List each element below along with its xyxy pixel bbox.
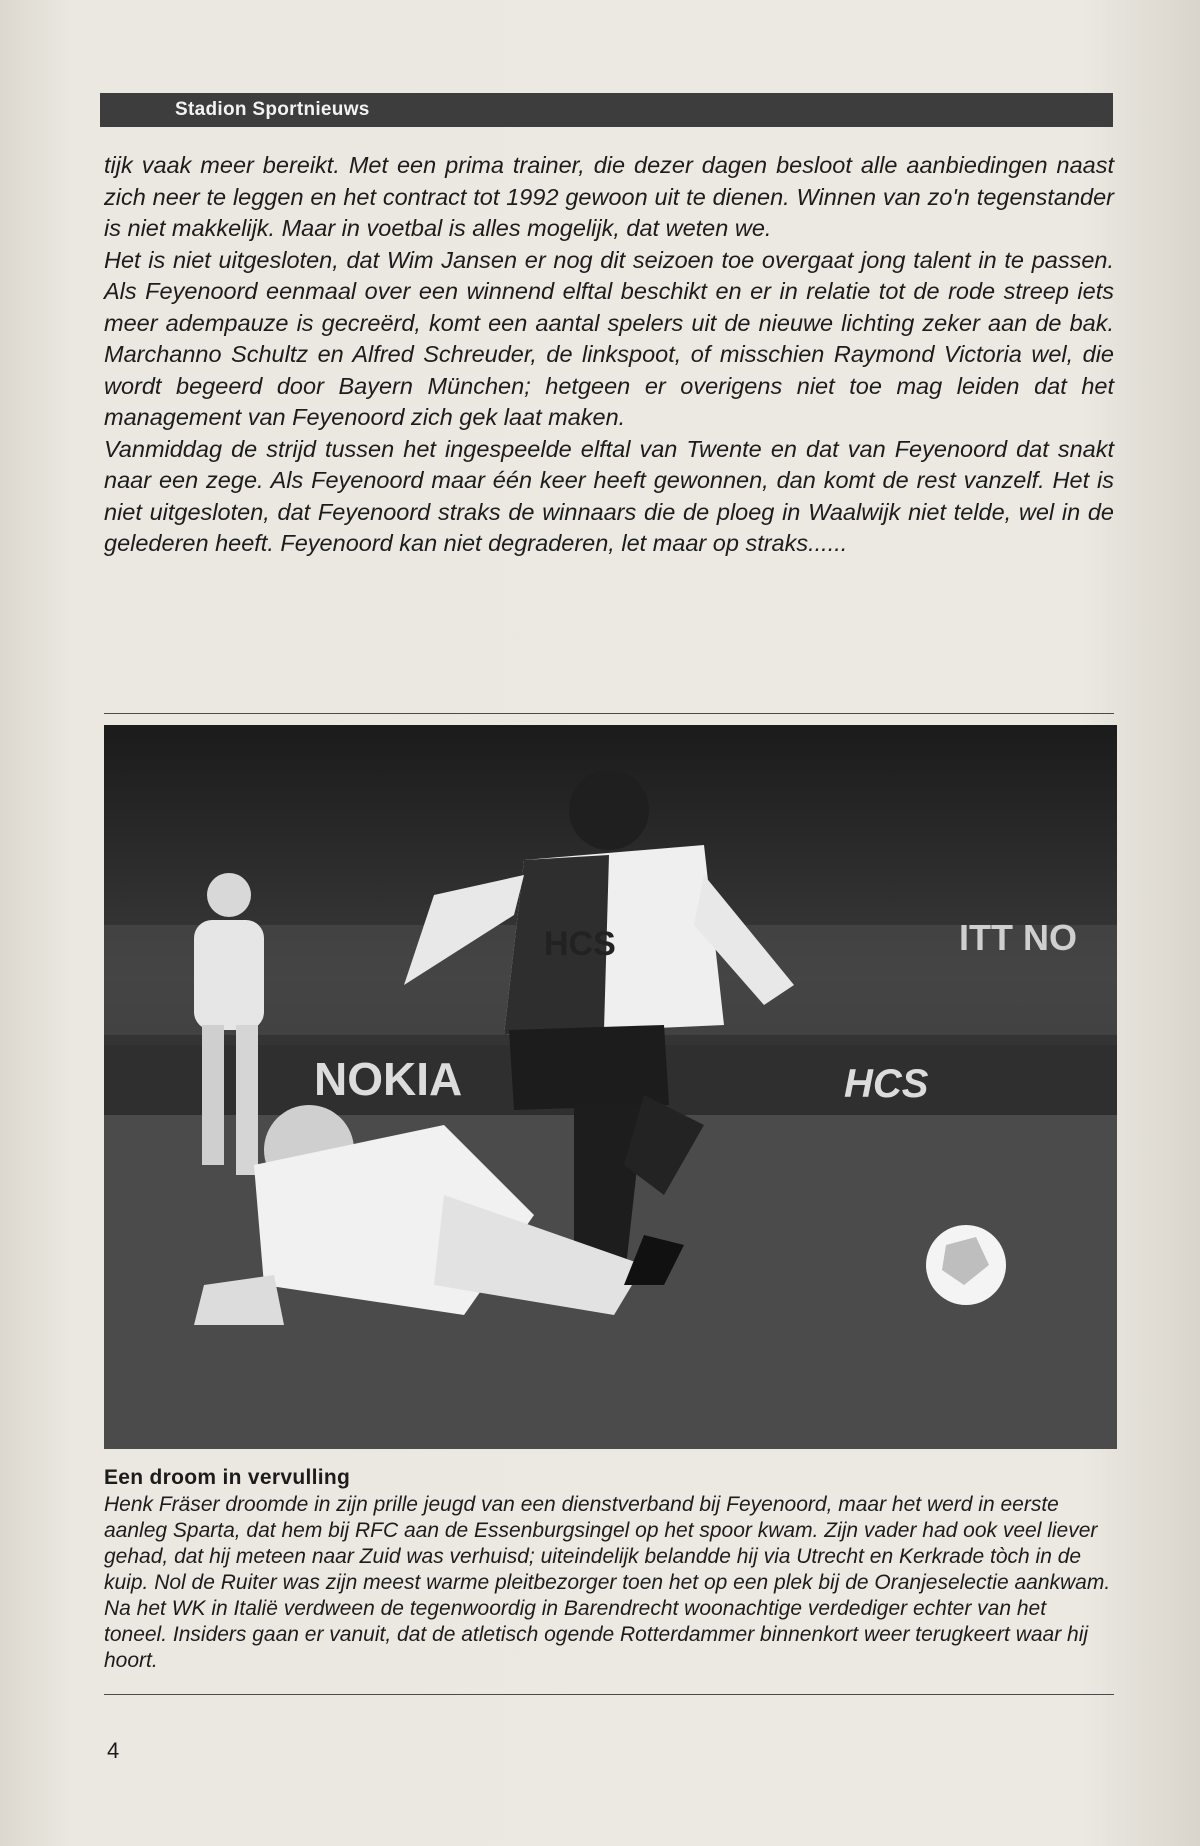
article-paragraph-2: Het is niet uitgesloten, dat Wim Jansen er nog dit seizoen toe overgaat jong talent in te passen. Als Feyenoord eenmaal over een winnend elftal beschikt en er in relatie tot de rode streep iets meer adempauze is gecreërd, komt een aantal spelers uit de nieuwe lichting zeker aan de bak. Marchanno Schultz en Alfred Schreuder, de linkspoot, of misschien Raymond Victoria wel, die wordt begeerd door Bayern München; hetgeen er overigens niet toe mag leiden dat het management van Feyenoord zich gek laat maken.	[104, 246, 1114, 430]
board-hcs: HCS	[844, 1062, 929, 1106]
board-nokia: NOKIA	[314, 1053, 463, 1105]
shirt-sponsor-text: HCS	[544, 925, 616, 963]
page-number: 4	[107, 1738, 120, 1763]
section-header-bar	[100, 93, 1113, 127]
board-itt: ITT NO	[959, 917, 1077, 958]
caption-body: Henk Fräser droomde in zijn prille jeugd van een dienstverband bij Feyenoord, maar het werd in eerste aanleg Sparta, dat hem bij RFC aan de Essenburgsingel op het spoor kwam. Zijn vader had ook veel liever gehad, dat hij meteen naar Zuid was verhuisd; uiteindelijk belandde hij via Utrecht en Kerkrade tòch in de kuip. Nol de Ruiter was zijn meest warme pleitbezorger toen het op een plek bij de Oranjeselectie aankwam. Na het WK in Italië verdween de tegenwoordig in Barendrecht woonachtige verdediger echter van het toneel. Insiders gaan er vanuit, dat de atletisch ogende Rotterdammer binnenkort weer terugkeert waar hij hoort.	[104, 1493, 1111, 1672]
article-paragraph-1: tijk vaak meer bereikt. Met een prima trainer, die dezer dagen besloot alle aanbiedingen naast zich neer te leggen en het contract tot 1992 gewoon uit te dienen. Winnen van zo'n tegenstander is niet makkelijk. Maar in voetbal is alles mogelijk, dat weten we.	[104, 152, 1114, 241]
football	[926, 1225, 1006, 1305]
article-body	[104, 150, 1114, 560]
match-photo	[104, 725, 1117, 1449]
article-paragraph-3: Vanmiddag de strijd tussen het ingespeelde elftal van Twente en dat van Feyenoord dat snakt naar een zege. Als Feyenoord maar één keer heeft gewonnen, dan komt de rest vanzelf. Het is niet uitgesloten, dat Feyenoord straks de winnaars die de ploeg in Waalwijk niet telde, wel in de gelederen heeft. Feyenoord kan niet degraderen, let maar op straks......	[104, 435, 1114, 556]
section-title: Stadion Sportnieuws	[175, 99, 370, 120]
match-photo-illustration	[104, 725, 1117, 1449]
caption-title: Een droom in vervulling	[104, 1466, 351, 1489]
divider-above-page-number	[104, 1694, 1114, 1695]
divider-above-photo	[104, 713, 1114, 714]
